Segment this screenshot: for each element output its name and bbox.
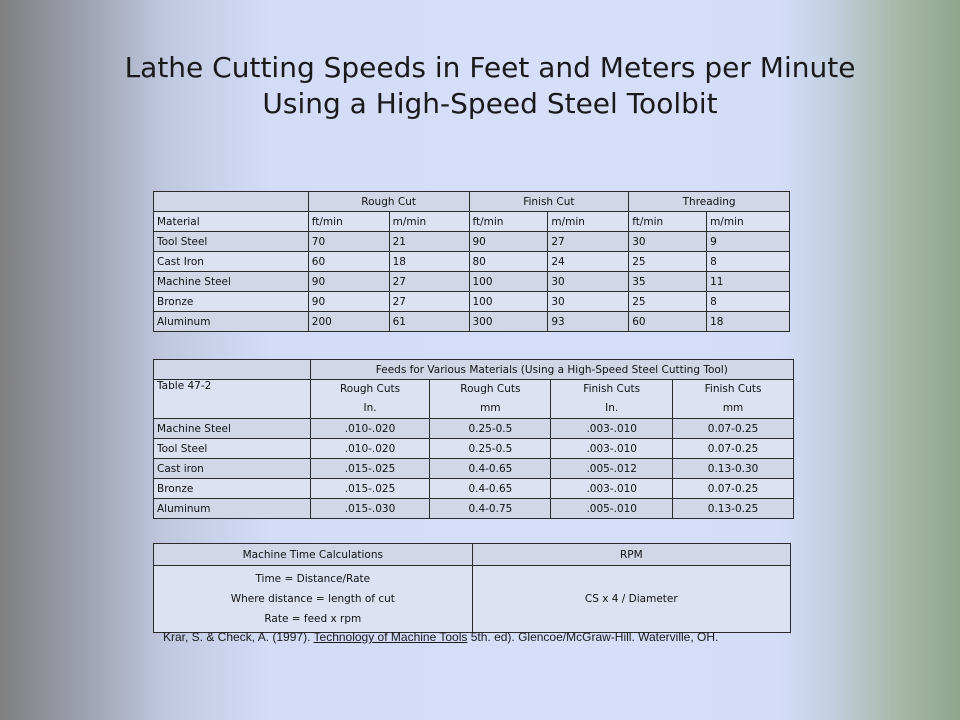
table-cell: 60 (629, 312, 707, 332)
table-row (154, 272, 790, 292)
material-name: Cast iron (154, 459, 311, 479)
subheader-material: Material (154, 212, 309, 232)
table-cell: 90 (308, 292, 389, 312)
material-name: Machine Steel (154, 419, 311, 439)
citation: Krar, S. & Check, A. (1997). Technology of Machine Tools 5th. ed). Glencoe/McGraw-Hill. Waterville, OH. (163, 630, 719, 644)
table-cell: 61 (389, 312, 469, 332)
table-cell: 90 (308, 272, 389, 292)
table-cell: 93 (548, 312, 629, 332)
table-cell: 100 (469, 292, 548, 312)
feeds-title: Feeds for Various Materials (Using a High-Speed Steel Cutting Tool) (310, 360, 793, 380)
formula-line: Where distance = length of cut (230, 593, 395, 605)
machine-time-header: Machine Time Calculations (154, 544, 473, 566)
table-cell: 0.13-0.25 (673, 499, 794, 519)
speeds-group-row (154, 192, 790, 212)
table-row (154, 499, 794, 519)
rpm-formula: CS x 4 / Diameter (472, 566, 790, 633)
table-cell: .003-.010 (551, 439, 673, 459)
table-cell: 21 (389, 232, 469, 252)
formula-line: Rate = feed x rpm (264, 613, 362, 625)
material-name: Aluminum (154, 312, 309, 332)
material-name: Bronze (154, 479, 311, 499)
material-name: Machine Steel (154, 272, 309, 292)
table-cell: 60 (308, 252, 389, 272)
table-cell: 80 (469, 252, 548, 272)
table-cell: 30 (548, 272, 629, 292)
group-finish-cut: Finish Cut (469, 192, 629, 212)
table-cell: 0.13-0.30 (673, 459, 794, 479)
table-row (154, 459, 794, 479)
table-cell: 8 (707, 252, 790, 272)
table-cell: 11 (707, 272, 790, 292)
feeds-header-row (154, 380, 794, 419)
feeds-title-empty (154, 360, 311, 380)
subheader-cell: ft/min (308, 212, 389, 232)
citation-book-title: Technology of Machine Tools (313, 630, 468, 644)
table-cell: .015-.030 (310, 499, 430, 519)
material-name: Tool Steel (154, 232, 309, 252)
table-cell: 0.25-0.5 (430, 439, 551, 459)
table-cell: 90 (469, 232, 548, 252)
material-name: Tool Steel (154, 439, 311, 459)
group-threading: Threading (629, 192, 790, 212)
slide-title (80, 50, 900, 122)
subheader-cell: m/min (548, 212, 629, 232)
table-cell: .003-.010 (551, 419, 673, 439)
table-label: Table 47-2 (154, 380, 311, 419)
table-cell: 70 (308, 232, 389, 252)
table-cell: .003-.010 (551, 479, 673, 499)
table-cell: 18 (707, 312, 790, 332)
table-cell: 30 (629, 232, 707, 252)
table-cell: 0.4-0.65 (430, 479, 551, 499)
table-cell: 100 (469, 272, 548, 292)
speeds-subheader-row (154, 212, 790, 232)
table-cell: 27 (389, 292, 469, 312)
speeds-group-empty (154, 192, 309, 212)
table-row (154, 312, 790, 332)
table-cell: 200 (308, 312, 389, 332)
table-cell: .015-.025 (310, 479, 430, 499)
table-row (154, 419, 794, 439)
header-rough-cuts-mm: Rough Cuts mm (430, 380, 551, 419)
header-finish-cuts-mm: Finish Cuts mm (673, 380, 794, 419)
header-rough-cuts-in: Rough Cuts In. (310, 380, 430, 419)
table-cell: 30 (548, 292, 629, 312)
material-name: Aluminum (154, 499, 311, 519)
subheader-cell: m/min (389, 212, 469, 232)
table-cell: 27 (548, 232, 629, 252)
table-cell: 9 (707, 232, 790, 252)
table-cell: 300 (469, 312, 548, 332)
title-line-2: Using a High-Speed Steel Toolbit (262, 87, 718, 120)
material-name: Cast Iron (154, 252, 309, 272)
subheader-cell: ft/min (469, 212, 548, 232)
table-cell: 0.25-0.5 (430, 419, 551, 439)
machine-time-header-row (154, 544, 791, 566)
table-cell: 0.07-0.25 (673, 439, 794, 459)
header-finish-cuts-in: Finish Cuts In. (551, 380, 673, 419)
table-cell: .010-.020 (310, 419, 430, 439)
table-cell: 0.07-0.25 (673, 419, 794, 439)
table-cell: 0.4-0.65 (430, 459, 551, 479)
table-cell: 0.07-0.25 (673, 479, 794, 499)
table-cell: 0.4-0.75 (430, 499, 551, 519)
feeds-table (153, 359, 794, 519)
table-cell: 8 (707, 292, 790, 312)
table-row (154, 479, 794, 499)
group-rough-cut: Rough Cut (308, 192, 469, 212)
title-line-1: Lathe Cutting Speeds in Feet and Meters per Minute (124, 51, 856, 84)
table-cell: 18 (389, 252, 469, 272)
material-name: Bronze (154, 292, 309, 312)
table-cell: 25 (629, 292, 707, 312)
machine-time-table (153, 543, 791, 633)
table-cell: 35 (629, 272, 707, 292)
machine-time-body-row (154, 566, 791, 633)
table-row (154, 232, 790, 252)
table-cell: .015-.025 (310, 459, 430, 479)
table-cell: 25 (629, 252, 707, 272)
rpm-header: RPM (472, 544, 790, 566)
table-cell: .005-.010 (551, 499, 673, 519)
table-cell: .010-.020 (310, 439, 430, 459)
subheader-cell: ft/min (629, 212, 707, 232)
table-cell: 27 (389, 272, 469, 292)
table-cell: 24 (548, 252, 629, 272)
machine-time-formulas (154, 566, 473, 633)
feeds-title-row (154, 360, 794, 380)
subheader-cell: m/min (707, 212, 790, 232)
table-row (154, 439, 794, 459)
table-row (154, 252, 790, 272)
table-row (154, 292, 790, 312)
cutting-speeds-table (153, 191, 790, 332)
table-cell: .005-.012 (551, 459, 673, 479)
formula-line: Time = Distance/Rate (255, 573, 371, 585)
